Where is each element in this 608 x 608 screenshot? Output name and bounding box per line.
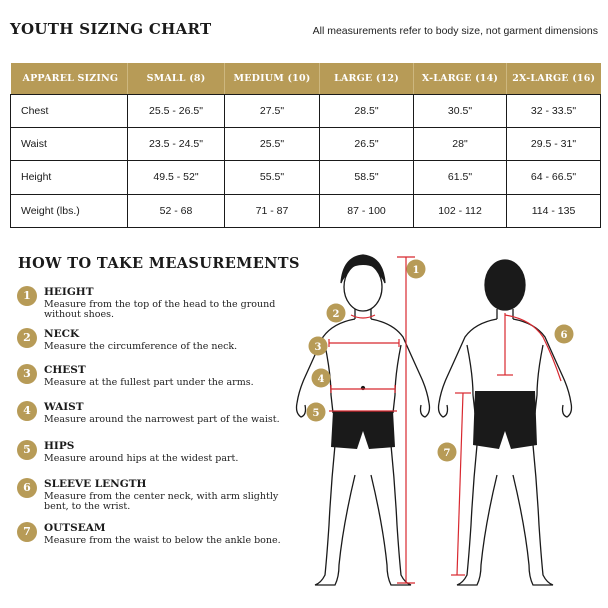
step-description: Measure at the fullest part under the arms.: [44, 377, 254, 388]
table-cell: 61.5": [414, 161, 507, 194]
marker-waist: [312, 369, 331, 388]
step-number-badge: 3: [17, 364, 37, 384]
table-cell: 64 - 66.5": [507, 161, 601, 194]
marker-outseam: [438, 443, 457, 462]
step-number-badge: 4: [17, 401, 37, 421]
step-name: HIPS: [44, 440, 75, 452]
table-cell: 28": [414, 127, 507, 160]
table-cell: 58.5": [320, 161, 414, 194]
marker-neck: [327, 304, 346, 323]
table-cell: 114 - 135: [507, 194, 601, 227]
table-header-row: [11, 63, 601, 94]
table-cell: 27.5": [225, 94, 320, 127]
table-cell: Weight (lbs.): [11, 194, 128, 227]
marker-label: 4: [317, 374, 325, 385]
table-row: [11, 194, 601, 227]
column-header: SMALL (8): [128, 63, 225, 94]
sizing-table: [10, 63, 601, 228]
table-cell: 25.5": [225, 127, 320, 160]
table-cell: 49.5 - 52": [128, 161, 225, 194]
marker-label: 1: [412, 265, 420, 276]
marker-sleeve-length: [555, 325, 574, 344]
step-number-badge: 5: [17, 440, 37, 460]
table-cell: 87 - 100: [320, 194, 414, 227]
step-number-badge: 2: [17, 328, 37, 348]
column-header: 2X-LARGE (16): [507, 63, 601, 94]
step-name: NECK: [44, 328, 80, 340]
table-cell: 102 - 112: [414, 194, 507, 227]
step-number-badge: 6: [17, 478, 37, 498]
marker-label: 6: [560, 330, 568, 341]
table-cell: 29.5 - 31": [507, 127, 601, 160]
table-cell: 55.5": [225, 161, 320, 194]
step-description: Measure from the waist to below the ankle bone.: [44, 535, 281, 546]
table-row: [11, 127, 601, 160]
step-number-badge: 1: [17, 286, 37, 306]
body-measurement-illustration: [285, 245, 605, 605]
step-name: CHEST: [44, 364, 86, 376]
marker-label: 7: [443, 448, 451, 459]
marker-chest: [309, 337, 328, 356]
marker-label: 5: [312, 408, 320, 419]
marker-label: 2: [332, 309, 340, 320]
table-cell: 30.5": [414, 94, 507, 127]
column-header: LARGE (12): [320, 63, 414, 94]
marker-height: [407, 260, 426, 279]
table-cell: 52 - 68: [128, 194, 225, 227]
marker-label: 3: [314, 342, 322, 353]
table-cell: 25.5 - 26.5": [128, 94, 225, 127]
table-cell: Waist: [11, 127, 128, 160]
back-measurement-lines: [451, 313, 561, 575]
step-description: Measure from the center neck, with arm slightly bent, to the wrist.: [44, 491, 279, 512]
how-to-title: HOW TO TAKE MEASUREMENTS: [18, 255, 300, 272]
step-name: OUTSEAM: [44, 522, 106, 534]
step-name: HEIGHT: [44, 286, 94, 298]
column-header: MEDIUM (10): [225, 63, 320, 94]
marker-hips: [307, 403, 326, 422]
step-description: Measure the circumference of the neck.: [44, 341, 238, 352]
step-name: SLEEVE LENGTH: [44, 478, 147, 490]
table-cell: 23.5 - 24.5": [128, 127, 225, 160]
step-name: WAIST: [44, 401, 84, 413]
step-description: Measure around hips at the widest part.: [44, 453, 239, 464]
table-cell: 28.5": [320, 94, 414, 127]
chart-title: YOUTH SIZING CHART: [10, 20, 212, 38]
step-description: Measure from the top of the head to the ground without shoes.: [44, 299, 276, 320]
table-row: [11, 94, 601, 127]
back-shorts: [473, 391, 537, 449]
table-cell: Height: [11, 161, 128, 194]
table-cell: 26.5": [320, 127, 414, 160]
step-number-badge: 7: [17, 522, 37, 542]
table-row: [11, 161, 601, 194]
measurement-note: All measurements refer to body size, not garment dimensions: [312, 25, 598, 37]
table-cell: 32 - 33.5": [507, 94, 601, 127]
table-cell: Chest: [11, 94, 128, 127]
table-cell: 71 - 87: [225, 194, 320, 227]
column-header: APPAREL SIZING: [11, 63, 128, 94]
column-header: X-LARGE (14): [414, 63, 507, 94]
front-shorts: [331, 411, 395, 449]
step-description: Measure around the narrowest part of the waist.: [44, 414, 280, 425]
